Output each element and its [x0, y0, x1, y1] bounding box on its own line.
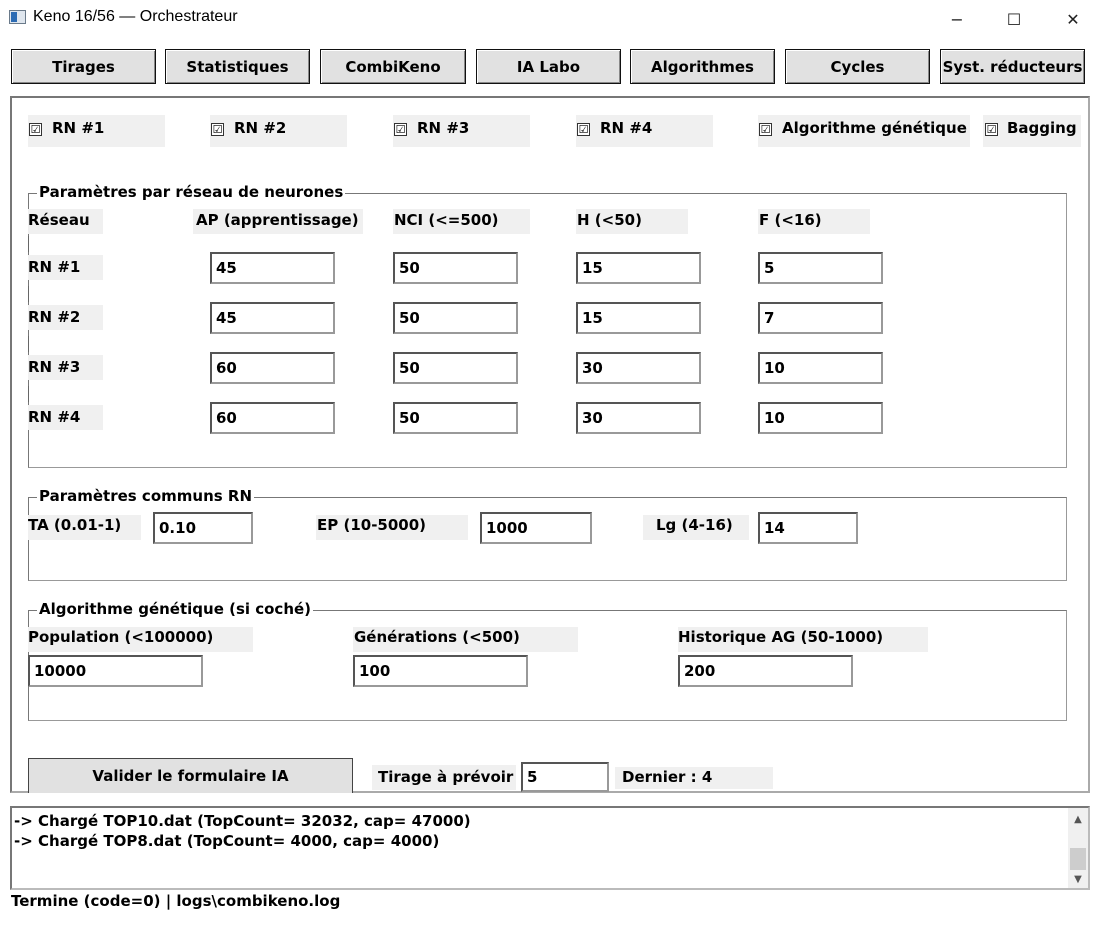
header-f: F (<16)	[759, 211, 822, 229]
header-ap: AP (apprentissage)	[196, 211, 359, 229]
rn2-f-input[interactable]	[758, 302, 883, 334]
checkbox-bagging-label: Bagging	[1007, 119, 1077, 137]
row-label-rn4: RN #4	[28, 408, 81, 426]
population-label: Population (<100000)	[28, 628, 214, 646]
checkbox-rn1-label: RN #1	[52, 119, 105, 137]
checkbox-genetic-label: Algorithme génétique	[782, 119, 967, 137]
history-label: Historique AG (50-1000)	[678, 628, 884, 646]
tab-syst-reducteurs[interactable]: Syst. réducteurs	[940, 49, 1085, 84]
scroll-down-icon[interactable]: ▼	[1074, 873, 1082, 885]
last-draw-label: Dernier : 4	[622, 768, 713, 786]
tab-tirages[interactable]: Tirages	[11, 49, 156, 84]
population-input[interactable]	[28, 655, 203, 687]
draw-input[interactable]	[521, 762, 609, 792]
header-h: H (<50)	[577, 211, 642, 229]
validate-button[interactable]: Valider le formulaire IA	[28, 758, 353, 793]
checkbox-rn4[interactable]: ☑	[578, 123, 589, 136]
lg-input[interactable]	[758, 512, 858, 544]
ep-input[interactable]	[480, 512, 592, 544]
status-bar: Termine (code=0) | logs\combikeno.log	[11, 892, 341, 910]
generations-label: Générations (<500)	[354, 628, 520, 646]
rn3-f-input[interactable]	[758, 352, 883, 384]
ta-input[interactable]	[153, 512, 253, 544]
header-reseau: Réseau	[28, 211, 90, 229]
log-output[interactable]	[10, 806, 1090, 890]
nn-params-legend: Paramètres par réseau de neurones	[39, 183, 344, 201]
rn3-h-input[interactable]	[576, 352, 701, 384]
nn-params-group	[28, 193, 1067, 468]
ep-label: EP (10-5000)	[317, 516, 427, 534]
rn4-h-input[interactable]	[576, 402, 701, 434]
rn3-nci-input[interactable]	[393, 352, 518, 384]
log-scrollbar[interactable]	[1068, 808, 1088, 888]
header-nci: NCI (<=500)	[394, 211, 499, 229]
history-input[interactable]	[678, 655, 853, 687]
genetic-legend: Algorithme génétique (si coché)	[39, 600, 312, 618]
lg-label: Lg (4-16)	[656, 516, 733, 534]
row-divider	[28, 386, 29, 402]
rn1-f-input[interactable]	[758, 252, 883, 284]
checkbox-rn3-label: RN #3	[417, 119, 470, 137]
rn1-ap-input[interactable]	[210, 252, 335, 284]
checkbox-genetic[interactable]: ☑	[760, 123, 771, 136]
rn4-nci-input[interactable]	[393, 402, 518, 434]
row-divider	[28, 236, 29, 252]
checkbox-rn3[interactable]: ☑	[395, 123, 406, 136]
rn4-f-input[interactable]	[758, 402, 883, 434]
rn1-h-input[interactable]	[576, 252, 701, 284]
checkbox-rn2[interactable]: ☑	[212, 123, 223, 136]
maximize-icon[interactable]: ☐	[1006, 9, 1022, 29]
rn2-h-input[interactable]	[576, 302, 701, 334]
checkbox-bagging[interactable]: ☑	[986, 123, 997, 136]
window-title: Keno 16/56 — Orchestrateur	[33, 8, 238, 25]
checkbox-rn4-label: RN #4	[600, 119, 653, 137]
checkbox-rn2-label: RN #2	[234, 119, 287, 137]
rn2-nci-input[interactable]	[393, 302, 518, 334]
scroll-thumb[interactable]	[1070, 848, 1086, 870]
row-label-rn2: RN #2	[28, 308, 81, 326]
generations-input[interactable]	[353, 655, 528, 687]
minimize-icon[interactable]: −	[950, 9, 964, 29]
row-divider	[28, 336, 29, 352]
row-label-rn3: RN #3	[28, 358, 81, 376]
row-label-rn1: RN #1	[28, 258, 81, 276]
rn3-ap-input[interactable]	[210, 352, 335, 384]
tab-algorithmes[interactable]: Algorithmes	[630, 49, 775, 84]
rn4-ap-input[interactable]	[210, 402, 335, 434]
rn2-ap-input[interactable]	[210, 302, 335, 334]
checkbox-rn1[interactable]: ☑	[30, 123, 41, 136]
row-divider	[28, 286, 29, 302]
rn1-nci-input[interactable]	[393, 252, 518, 284]
scroll-up-icon[interactable]: ▲	[1074, 813, 1082, 825]
tab-ia-labo[interactable]: IA Labo	[476, 49, 621, 84]
tab-statistiques[interactable]: Statistiques	[165, 49, 310, 84]
app-icon	[9, 10, 26, 24]
draw-label: Tirage à prévoir	[378, 768, 514, 786]
tab-cycles[interactable]: Cycles	[785, 49, 930, 84]
ta-label: TA (0.01-1)	[28, 516, 122, 534]
close-icon[interactable]: ✕	[1066, 9, 1080, 29]
log-line: -> Chargé TOP10.dat (TopCount= 32032, cap= 47000)	[14, 812, 471, 830]
log-line: -> Chargé TOP8.dat (TopCount= 4000, cap= 4000)	[14, 832, 440, 850]
tab-combikeno[interactable]: CombiKeno	[320, 49, 466, 84]
common-params-legend: Paramètres communs RN	[39, 487, 252, 505]
